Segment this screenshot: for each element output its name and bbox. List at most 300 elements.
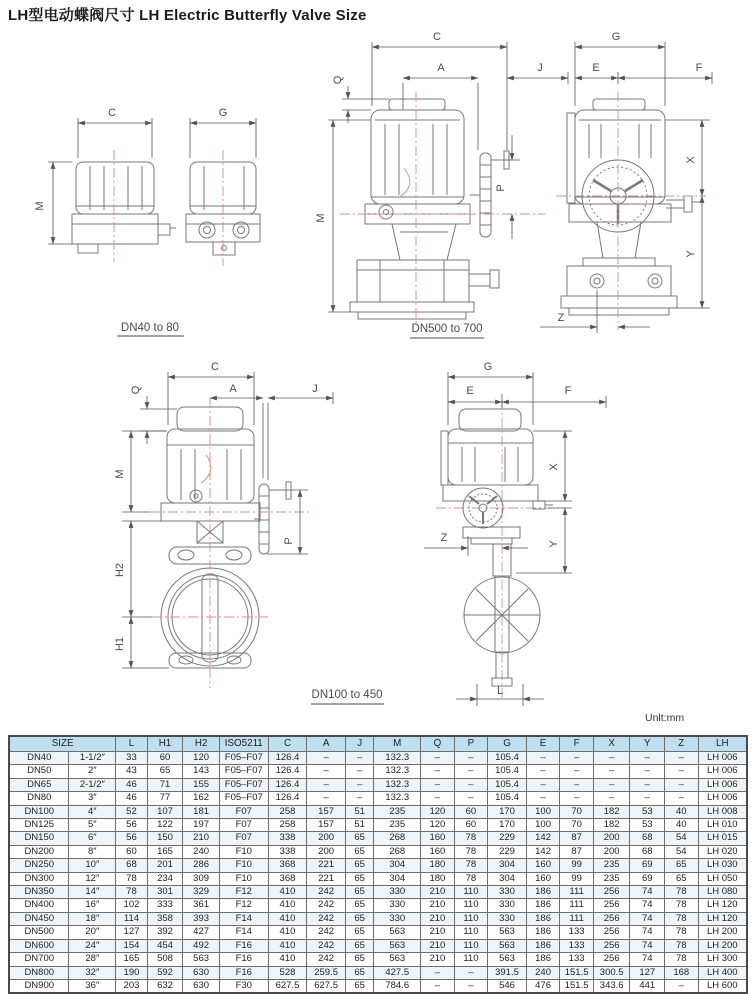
table-cell: 110 [454,926,488,939]
figC-dim-J: J [312,383,318,395]
table-cell: 186 [526,899,560,912]
table-cell: 78 [454,845,488,858]
table-cell: – [454,765,488,778]
table-cell: 100 [526,819,560,832]
cell-size-dn: DN150 [9,832,69,845]
table-cell: 46 [116,792,148,805]
table-cell: 56 [116,819,148,832]
table-cell: F07 [219,832,268,845]
table-cell: 36″ [69,979,116,993]
table-cell: 186 [526,886,560,899]
col-header-J: J [345,736,373,752]
table-cell: 330 [374,899,421,912]
table-cell: 24″ [69,939,116,952]
table-cell: 151.5 [560,966,594,979]
table-cell: 256 [593,912,630,925]
table-cell: – [345,792,373,805]
table-cell: 168 [665,966,699,979]
table-cell: 110 [454,953,488,966]
table-cell: F30 [219,979,268,993]
figC-dim-Z: Z [440,532,448,544]
table-cell: 256 [593,953,630,966]
table-cell: 393 [183,912,220,925]
table-cell: 338 [268,832,307,845]
table-cell: 68 [630,845,665,858]
table-cell: 70 [560,819,594,832]
table-cell: F10 [219,872,268,885]
table-cell: 54 [665,832,699,845]
table-cell: 14″ [69,886,116,899]
table-cell: 110 [454,886,488,899]
col-header-H2: H2 [183,736,220,752]
table-cell: – [421,792,455,805]
figC-dim-G: G [483,361,493,373]
table-cell: 60 [116,845,148,858]
table-cell: 200 [593,845,630,858]
table-cell: – [421,966,455,979]
table-cell: 74 [630,912,665,925]
table-cell: 234 [147,872,183,885]
table-cell: LH 120 [698,912,747,925]
table-cell: – [630,778,665,791]
figC-dim-X: X [548,463,560,471]
table-cell: 53 [630,819,665,832]
table-cell: F05–F07 [219,778,268,791]
col-header-size: SIZE [9,736,116,752]
col-header-C: C [268,736,307,752]
table-cell: 120 [183,752,220,765]
table-cell: 330 [374,886,421,899]
table-cell: 65 [345,939,373,952]
figC-dim-F: F [564,385,572,397]
figC-dim-C: C [211,361,219,373]
table-cell: – [665,765,699,778]
figB-dim-X: X [685,156,697,164]
figC-dim-Q: Q [130,385,142,395]
unit-note: Unlt:mm [645,712,685,724]
col-header-A: A [307,736,346,752]
table-cell: 132.3 [374,752,421,765]
table-cell: 229 [488,845,527,858]
table-cell: LH 080 [698,886,747,899]
table-cell: 3″ [69,792,116,805]
table-cell: 126.4 [268,765,307,778]
figure-dn500-700 [315,31,712,338]
table-cell: 132.3 [374,765,421,778]
table-cell: 126.4 [268,752,307,765]
col-header-G: G [488,736,527,752]
table-cell: 630 [183,966,220,979]
table-cell: 126.4 [268,778,307,791]
table-cell: 361 [183,899,220,912]
table-cell: F10 [219,845,268,858]
table-row [9,979,747,993]
table-cell: 107 [147,805,183,818]
table-cell: 427 [183,926,220,939]
table-row [9,872,747,885]
table-row [9,966,747,979]
table-cell: 154 [116,939,148,952]
table-cell: 151.5 [560,979,594,993]
table-cell: LH 006 [698,778,747,791]
figB-dim-Q: Q [332,75,344,85]
cell-size-dn: DN350 [9,886,69,899]
table-cell: 111 [560,899,594,912]
table-cell: 410 [268,899,307,912]
table-row [9,953,747,966]
table-cell: 78 [665,886,699,899]
table-cell: 563 [374,939,421,952]
table-cell: 60 [454,805,488,818]
table-cell: 105.4 [488,778,527,791]
table-cell: F12 [219,899,268,912]
table-cell: 338 [268,845,307,858]
figC-dim-Y: Y [548,540,560,548]
table-cell: LH 400 [698,966,747,979]
table-cell: 410 [268,926,307,939]
table-cell: 210 [421,953,455,966]
table-cell: 160 [526,859,560,872]
table-cell: LH 300 [698,953,747,966]
table-cell: 240 [526,966,560,979]
table-cell: 150 [147,832,183,845]
table-row [9,899,747,912]
table-cell: 78 [665,899,699,912]
table-cell: 120 [421,819,455,832]
caption-dn40-80: DN40 to 80 [120,322,180,334]
col-header-ISO5211: ISO5211 [219,736,268,752]
table-cell: – [560,765,594,778]
table-cell: 508 [147,953,183,966]
table-cell: – [526,792,560,805]
table-row [9,832,747,845]
table-cell: 6″ [69,832,116,845]
table-cell: 210 [421,899,455,912]
table-cell: 203 [116,979,148,993]
table-cell: 74 [630,886,665,899]
figB-dim-J: J [537,62,543,74]
dimension-table-wrap [8,735,748,994]
table-cell: 242 [307,912,346,925]
table-cell: 235 [593,859,630,872]
table-cell: F14 [219,926,268,939]
table-cell: 46 [116,778,148,791]
table-cell: 120 [421,805,455,818]
table-cell: 170 [488,819,527,832]
table-cell: 65 [345,953,373,966]
table-cell: 54 [665,845,699,858]
col-header-X: X [593,736,630,752]
table-cell: F16 [219,939,268,952]
table-cell: 235 [593,872,630,885]
table-cell: 132.3 [374,792,421,805]
table-cell: 74 [630,953,665,966]
table-cell: 256 [593,939,630,952]
table-cell: – [421,778,455,791]
table-cell: 546 [488,979,527,993]
table-cell: 60 [147,752,183,765]
table-cell: 563 [183,953,220,966]
table-cell: 68 [630,832,665,845]
table-cell: 201 [147,859,183,872]
table-cell: LH 015 [698,832,747,845]
table-cell: 78 [665,953,699,966]
table-cell: – [560,792,594,805]
table-cell: 242 [307,899,346,912]
table-row [9,886,747,899]
table-cell: 1-1/2″ [69,752,116,765]
table-cell: 210 [421,939,455,952]
figure-dn40-80 [34,107,260,336]
table-cell: 330 [488,886,527,899]
table-cell: 410 [268,953,307,966]
cell-size-dn: DN200 [9,845,69,858]
cell-size-dn: DN450 [9,912,69,925]
cell-size-dn: DN900 [9,979,69,993]
col-header-LH: LH [698,736,747,752]
table-cell: 74 [630,899,665,912]
table-cell: 240 [183,845,220,858]
table-cell: 476 [526,979,560,993]
table-cell: 70 [560,805,594,818]
table-row [9,778,747,791]
table-cell: LH 200 [698,926,747,939]
col-header-M: M [374,736,421,752]
table-cell: 330 [488,912,527,925]
table-cell: 114 [116,912,148,925]
table-cell: 65 [345,966,373,979]
col-header-P: P [454,736,488,752]
table-cell: 180 [421,872,455,885]
table-cell: 190 [116,966,148,979]
table-cell: 110 [454,912,488,925]
table-cell: 304 [374,872,421,885]
table-cell: 16″ [69,899,116,912]
figB-dim-P: P [495,184,507,192]
table-cell: 105.4 [488,752,527,765]
table-cell: – [307,792,346,805]
table-cell: 157 [307,819,346,832]
cell-size-dn: DN65 [9,778,69,791]
table-cell: 133 [560,926,594,939]
table-cell: 563 [374,926,421,939]
figC-dim-L: L [496,685,504,697]
table-cell: 110 [454,939,488,952]
table-cell: 68 [116,859,148,872]
table-cell: F05–F07 [219,792,268,805]
col-header-Q: Q [421,736,455,752]
table-cell: 111 [560,912,594,925]
table-cell: – [454,979,488,993]
cell-size-dn: DN400 [9,899,69,912]
table-cell: 74 [630,926,665,939]
table-row [9,859,747,872]
table-cell: 304 [488,859,527,872]
table-cell: 60 [454,819,488,832]
table-cell: 300.5 [593,966,630,979]
table-cell: 454 [147,939,183,952]
cell-size-dn: DN40 [9,752,69,765]
table-cell: 105.4 [488,765,527,778]
table-row [9,805,747,818]
figure-dn100-450 [114,361,606,706]
table-cell: 258 [268,805,307,818]
table-cell: LH 020 [698,845,747,858]
table-cell: – [454,752,488,765]
table-header-row [9,736,747,752]
table-cell: 358 [147,912,183,925]
table-cell: 51 [345,805,373,818]
table-cell: 77 [147,792,183,805]
table-cell: 259.5 [307,966,346,979]
table-cell: F16 [219,953,268,966]
figB-dim-Z: Z [557,312,565,324]
col-header-Y: Y [630,736,665,752]
figA-dim-G: G [218,107,228,119]
table-cell: 157 [307,805,346,818]
table-cell: 69 [630,872,665,885]
table-cell: 329 [183,886,220,899]
table-cell: 65 [345,859,373,872]
table-cell: 127 [630,966,665,979]
table-cell: 410 [268,886,307,899]
table-cell: 40 [665,805,699,818]
table-cell: – [345,778,373,791]
table-cell: 492 [183,939,220,952]
table-row [9,765,747,778]
table-cell: 627.5 [307,979,346,993]
figB-dim-C: C [433,31,441,43]
table-cell: 78 [665,912,699,925]
table-cell: 127 [116,926,148,939]
table-cell: 268 [374,832,421,845]
table-cell: – [345,765,373,778]
table-cell: 309 [183,872,220,885]
table-cell: – [630,765,665,778]
table-cell: 221 [307,859,346,872]
table-cell: F12 [219,886,268,899]
table-row [9,819,747,832]
table-cell: 162 [183,792,220,805]
table-cell: 52 [116,805,148,818]
table-cell: – [665,778,699,791]
table-cell: 110 [454,899,488,912]
table-cell: F07 [219,819,268,832]
col-header-F: F [560,736,594,752]
table-cell: 197 [183,819,220,832]
table-cell: 143 [183,765,220,778]
table-row [9,926,747,939]
table-cell: 53 [630,805,665,818]
table-cell: 333 [147,899,183,912]
table-cell: – [560,778,594,791]
table-row [9,845,747,858]
figC-dim-M: M [114,469,126,479]
cell-size-dn: DN800 [9,966,69,979]
table-cell: – [307,752,346,765]
table-cell: 182 [593,805,630,818]
table-cell: 65 [345,845,373,858]
table-cell: 563 [488,926,527,939]
table-cell: LH 050 [698,872,747,885]
figB-dim-Y: Y [685,250,697,258]
table-cell: 12″ [69,872,116,885]
table-cell: – [593,792,630,805]
table-cell: 65 [665,872,699,885]
figC-dim-H2: H2 [114,562,126,578]
table-cell: 78 [454,872,488,885]
table-cell: 304 [488,872,527,885]
table-cell: F05–F07 [219,765,268,778]
table-cell: 87 [560,845,594,858]
table-cell: 301 [147,886,183,899]
table-cell: LH 008 [698,805,747,818]
table-cell: 160 [526,872,560,885]
figC-dim-H1: H1 [114,636,126,652]
table-cell: – [454,778,488,791]
table-cell: 74 [630,939,665,952]
table-cell: 200 [593,832,630,845]
table-cell: 330 [374,912,421,925]
table-cell: 165 [147,845,183,858]
table-cell: 410 [268,939,307,952]
caption-dn100-450: DN100 to 450 [311,689,383,701]
table-cell: 410 [268,912,307,925]
table-cell: 69 [630,859,665,872]
table-cell: 65 [345,926,373,939]
table-row [9,752,747,765]
table-cell: 186 [526,926,560,939]
table-cell: 8″ [69,845,116,858]
cell-size-dn: DN600 [9,939,69,952]
table-cell: 2″ [69,765,116,778]
table-cell: 242 [307,926,346,939]
figC-dim-A: A [229,383,237,395]
table-cell: – [454,792,488,805]
table-cell: – [665,752,699,765]
table-cell: 563 [374,953,421,966]
table-cell: F07 [219,805,268,818]
table-cell: 78 [665,939,699,952]
table-cell: 392 [147,926,183,939]
table-cell: 126.4 [268,792,307,805]
table-cell: 268 [374,845,421,858]
table-cell: 256 [593,899,630,912]
cell-size-dn: DN500 [9,926,69,939]
table-cell: 235 [374,819,421,832]
figC-dim-E: E [466,385,474,397]
table-cell: 632 [147,979,183,993]
table-cell: 210 [421,912,455,925]
table-row [9,792,747,805]
table-cell: 100 [526,805,560,818]
table-cell: 592 [147,966,183,979]
table-cell: 142 [526,832,560,845]
table-cell: 20″ [69,926,116,939]
table-cell: 242 [307,953,346,966]
table-cell: 182 [593,819,630,832]
table-cell: 133 [560,953,594,966]
table-cell: 256 [593,886,630,899]
table-cell: – [454,966,488,979]
table-cell: F16 [219,966,268,979]
figA-dim-M: M [34,201,46,211]
table-cell: 87 [560,832,594,845]
table-cell: 32″ [69,966,116,979]
table-cell: 65 [345,912,373,925]
col-header-E: E [526,736,560,752]
table-cell: 133 [560,939,594,952]
